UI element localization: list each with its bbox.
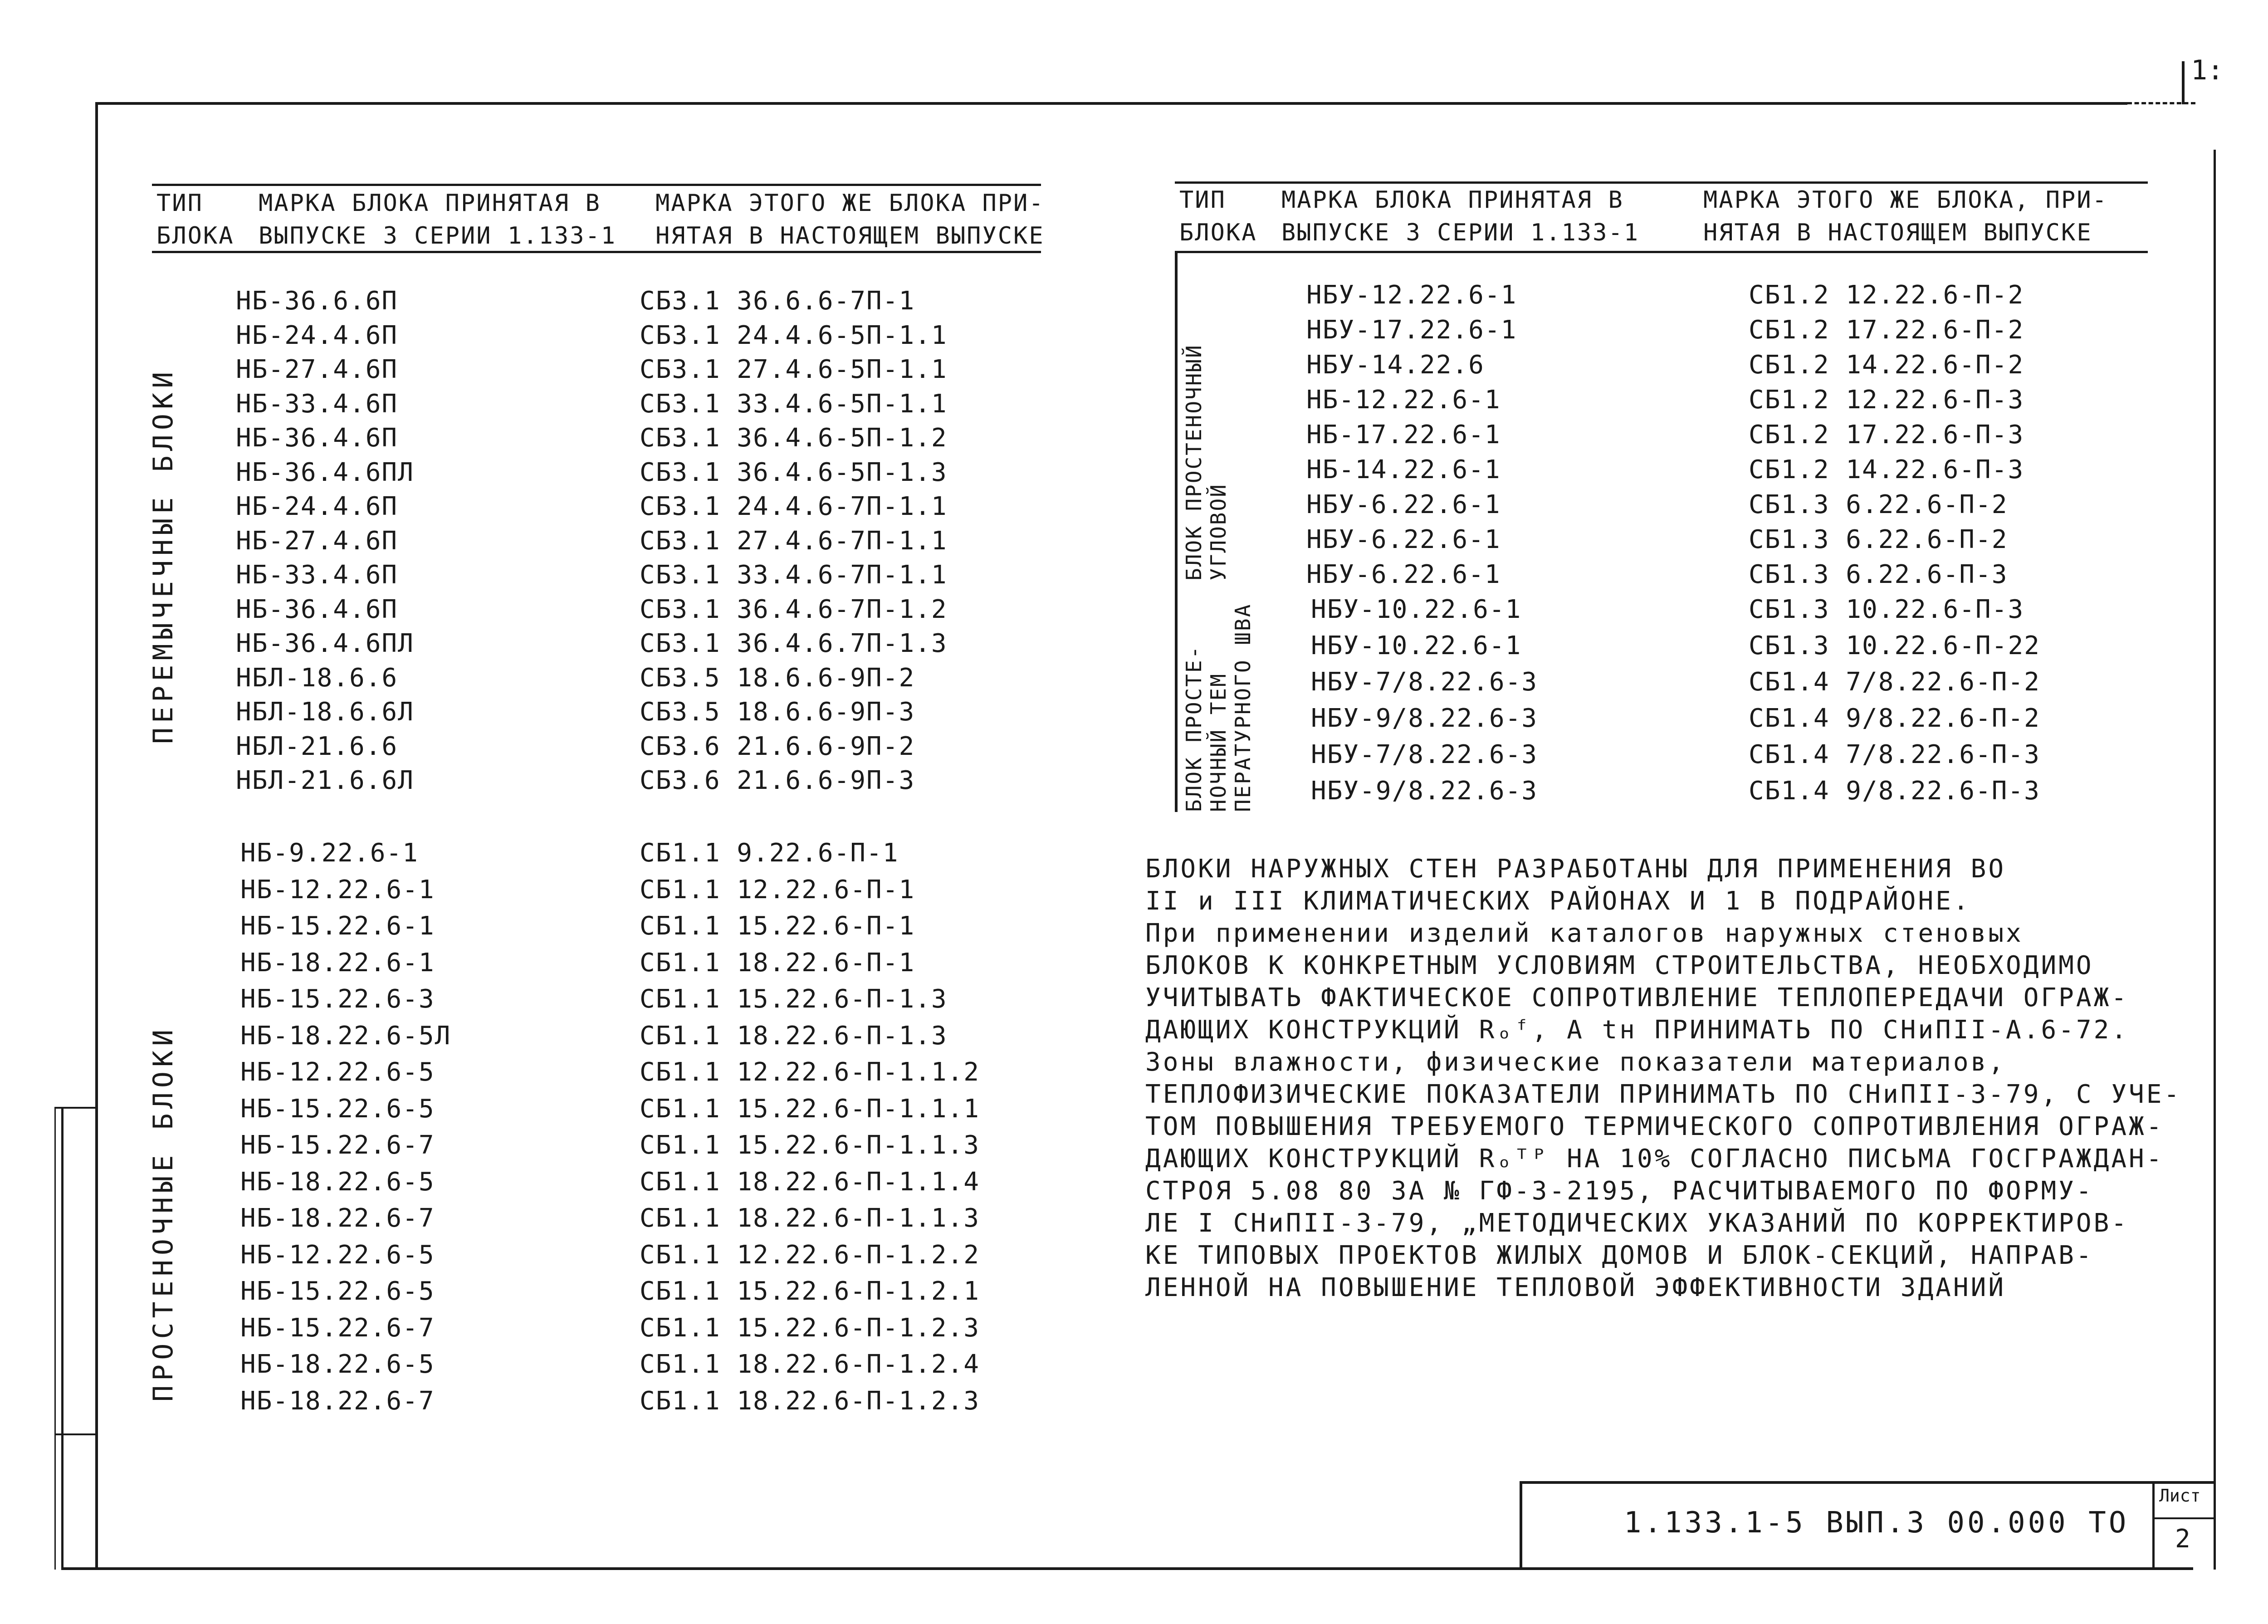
new-mark-cell: СБ3.1 27.4.6-5П-1.1 [640,355,948,384]
left-header-type: ТИП БЛОКА [156,190,235,249]
note-line: КЕ ТИПОВЫХ ПРОЕКТОВ ЖИЛЫХ ДОМОВ И БЛОК-СЕКЦИЙ, НАПРАВ- [1145,1241,2094,1270]
old-mark-cell: НБ-17.22.6-1 [1306,420,1501,450]
old-mark-cell: НБ-12.22.6-1 [1306,385,1501,415]
note-line: УЧИТЫВАТЬ ФАКТИЧЕСКОЕ СОПРОТИВЛЕНИЕ ТЕПЛОПЕРЕДАЧИ ОГРАЖ- [1145,983,2129,1013]
new-mark-cell: СБ1.1 18.22.6-П-1.2.3 [640,1386,980,1416]
new-mark-cell: СБ1.4 9/8.22.6-П-2 [1749,704,2040,733]
stamp-sheet-label: Лист [2159,1486,2201,1506]
binding-strip-mid [54,1433,95,1435]
old-mark-cell: НБ-12.22.6-5 [240,1240,435,1270]
new-mark-cell: СБ1.1 18.22.6-П-1 [640,948,915,978]
old-mark-cell: НБ-18.22.6-1 [240,948,435,978]
right-group2-label: БЛОК ПРОСТЕ- НОЧНЫЙ ТЕМ ПЕРАТУРНОГО ШВА [1182,603,1255,812]
frame-top-dashed-extension [2127,102,2195,104]
old-mark-cell: НБУ-12.22.6-1 [1306,280,1517,310]
new-mark-cell: СБ1.4 7/8.22.6-П-2 [1749,667,2040,697]
binding-strip-right [61,1107,64,1570]
new-mark-cell: СБ1.4 9/8.22.6-П-3 [1749,776,2040,806]
frame-left-border [95,102,98,1570]
old-mark-cell: НБЛ-18.6.6Л [236,697,414,727]
old-mark-cell: НБ-36.4.6П [236,423,398,453]
old-mark-cell: НБ-14.22.6-1 [1306,455,1501,484]
stamp-sheet-hline [2152,1517,2216,1519]
new-mark-cell: СБ1.1 9.22.6-П-1 [640,838,899,868]
left-group1-label: ПЕРЕМЫЧЕЧНЫЕ БЛОКИ [147,367,179,744]
old-mark-cell: НБ-15.22.6-5 [240,1094,435,1124]
old-mark-cell: НБ-18.22.6-5 [240,1167,435,1197]
old-mark-cell: НБ-12.22.6-5 [240,1057,435,1087]
note-line: II и III КЛИМАТИЧЕСКИХ РАЙОНАХ И 1 В ПОДРАЙОНЕ. [1145,886,1971,916]
new-mark-cell: СБ1.1 15.22.6-П-1.3 [640,984,948,1014]
old-mark-cell: НБУ-6.22.6-1 [1306,560,1501,589]
new-mark-cell: СБ1.1 15.22.6-П-1.2.3 [640,1313,980,1343]
old-mark-cell: НБ-27.4.6П [236,526,398,556]
new-mark-cell: СБ3.1 24.4.6-7П-1.1 [640,492,948,521]
old-mark-cell: НБУ-7/8.22.6-3 [1311,667,1538,697]
note-line: ДАЮЩИХ КОНСТРУКЦИЙ Rₒᶠ, А tн ПРИНИМАТЬ ПО СНиПII-А.6-72. [1145,1015,2129,1045]
new-mark-cell: СБ3.1 24.4.6-5П-1.1 [640,320,948,350]
new-mark-cell: СБ1.2 17.22.6-П-2 [1749,315,2024,345]
old-mark-cell: НБ-15.22.6-3 [240,984,435,1014]
old-mark-cell: НБУ-10.22.6-1 [1311,631,1522,660]
frame-top-border [95,102,2127,105]
stamp-left-border [1520,1481,1522,1570]
corner-mark-bar [2182,61,2185,104]
old-mark-cell: НБ-36.6.6П [236,286,398,316]
old-mark-cell: НБУ-6.22.6-1 [1306,490,1501,519]
new-mark-cell: СБ3.1 27.4.6-7П-1.1 [640,526,948,556]
new-mark-cell: СБ1.2 12.22.6-П-2 [1749,280,2024,310]
left-header-old-mark: МАРКА БЛОКА ПРИНЯТАЯ В ВЫПУСКЕ 3 СЕРИИ 1.133-1 [259,190,617,249]
right-header-top-rule [1175,181,2148,184]
old-mark-cell: НБУ-9/8.22.6-3 [1311,776,1538,806]
new-mark-cell: СБ1.1 18.22.6-П-1.2.4 [640,1350,980,1379]
old-mark-cell: НБ-18.22.6-7 [240,1203,435,1233]
stamp-top-border [1520,1481,2216,1484]
note-line: ТЕПЛОФИЗИЧЕСКИЕ ПОКАЗАТЕЛИ ПРИНИМАТЬ ПО СНиПII-3-79, С УЧЕ- [1145,1080,2182,1109]
new-mark-cell: СБ3.5 18.6.6-9П-3 [640,697,915,727]
new-mark-cell: СБ1.1 12.22.6-П-1 [640,875,915,905]
new-mark-cell: СБ1.3 6.22.6-П-2 [1749,525,2008,554]
old-mark-cell: НБ-18.22.6-7 [240,1386,435,1416]
stamp-sheet-number: 2 [2175,1524,2190,1554]
old-mark-cell: НБ-15.22.6-7 [240,1313,435,1343]
new-mark-cell: СБ1.3 10.22.6-П-3 [1749,595,2024,624]
old-mark-cell: НБЛ-21.6.6Л [236,766,414,795]
note-line: ДАЮЩИХ КОНСТРУКЦИЙ Rₒᵀᴾ НА 10% СОГЛАСНО ПИСЬМА ГОСГРАЖДАН- [1145,1144,2164,1174]
new-mark-cell: СБ1.2 17.22.6-П-3 [1749,420,2024,450]
new-mark-cell: СБ1.1 15.22.6-П-1.1.3 [640,1130,980,1160]
old-mark-cell: НБ-36.4.6ПЛ [236,629,414,658]
right-header-bottom-rule [1175,251,2148,253]
new-mark-cell: СБ3.1 36.4.6-5П-1.3 [640,457,948,487]
old-mark-cell: НБ-15.22.6-5 [240,1277,435,1306]
frame-bottom-border [61,1567,2193,1570]
new-mark-cell: СБ1.3 10.22.6-П-22 [1749,631,2040,660]
old-mark-cell: НБ-24.4.6П [236,492,398,521]
note-line: БЛОКИ НАРУЖНЫХ СТЕН РАЗРАБОТАНЫ ДЛЯ ПРИМЕНЕНИЯ ВО [1145,854,2006,884]
new-mark-cell: СБ1.3 6.22.6-П-2 [1749,490,2008,519]
note-line: ЛЕННОЙ НА ПОВЫШЕНИЕ ТЕПЛОВОЙ ЭФФЕКТИВНОСТИ ЗДАНИЙ [1145,1273,2006,1302]
old-mark-cell: НБЛ-21.6.6 [236,731,398,761]
old-mark-cell: НБ-24.4.6П [236,320,398,350]
binding-strip-top [54,1107,95,1109]
note-line: СТРОЯ 5.08 80 ЗА № ГФ-3-2195, РАСЧИТЫВАЕМОГО ПО ФОРМУ- [1145,1176,2094,1206]
new-mark-cell: СБ1.1 18.22.6-П-1.3 [640,1021,948,1051]
binding-strip-left [54,1107,56,1570]
right-header-new-mark: МАРКА ЭТОГО ЖЕ БЛОКА, ПРИ- НЯТАЯ В НАСТОЯЩЕМ ВЫПУСКЕ [1703,186,2108,246]
old-mark-cell: НБУ-10.22.6-1 [1311,595,1522,624]
new-mark-cell: СБ3.1 36.6.6-7П-1 [640,286,915,316]
corner-mark: 1: [2191,54,2224,86]
old-mark-cell: НБУ-17.22.6-1 [1306,315,1517,345]
old-mark-cell: НБ-15.22.6-1 [240,911,435,941]
note-line: ТОМ ПОВЫШЕНИЯ ТРЕБУЕМОГО ТЕРМИЧЕСКОГО СОПРОТИВЛЕНИЯ ОГРАЖ- [1145,1112,2164,1141]
new-mark-cell: СБ1.1 18.22.6-П-1.1.4 [640,1167,980,1197]
new-mark-cell: СБ3.6 21.6.6-9П-2 [640,731,915,761]
new-mark-cell: СБ3.1 33.4.6-7П-1.1 [640,560,948,590]
new-mark-cell: СБ3.1 36.4.6-5П-1.2 [640,423,948,453]
new-mark-cell: СБ1.2 14.22.6-П-2 [1749,350,2024,380]
new-mark-cell: СБ1.3 6.22.6-П-3 [1749,560,2008,589]
old-mark-cell: НБУ-7/8.22.6-3 [1311,740,1538,769]
stamp-designation: 1.133.1-5 ВЫП.3 00.000 ТО [1624,1506,2129,1540]
new-mark-cell: СБ1.1 12.22.6-П-1.2.2 [640,1240,980,1270]
old-mark-cell: НБ-9.22.6-1 [240,838,419,868]
left-header-bottom-rule [152,251,1041,253]
right-header-old-mark: МАРКА БЛОКА ПРИНЯТАЯ В ВЫПУСКЕ 3 СЕРИИ 1.133-1 [1281,186,1640,246]
old-mark-cell: НБЛ-18.6.6 [236,663,398,693]
right-group-divider [1175,252,1178,812]
old-mark-cell: НБУ-6.22.6-1 [1306,525,1501,554]
new-mark-cell: СБ3.1 36.4.6-7П-1.2 [640,594,948,624]
left-header-new-mark: МАРКА ЭТОГО ЖЕ БЛОКА ПРИ- НЯТАЯ В НАСТОЯЩЕМ ВЫПУСКЕ [655,190,1045,249]
new-mark-cell: СБ3.1 33.4.6-5П-1.1 [640,389,948,419]
old-mark-cell: НБ-12.22.6-1 [240,875,435,905]
new-mark-cell: СБ1.2 12.22.6-П-3 [1749,385,2024,415]
new-mark-cell: СБ3.5 18.6.6-9П-2 [640,663,915,693]
old-mark-cell: НБ-33.4.6П [236,560,398,590]
old-mark-cell: НБУ-14.22.6 [1306,350,1485,380]
new-mark-cell: СБ1.1 18.22.6-П-1.1.3 [640,1203,980,1233]
old-mark-cell: НБ-15.22.6-7 [240,1130,435,1160]
old-mark-cell: НБ-18.22.6-5Л [240,1021,451,1051]
new-mark-cell: СБ1.1 15.22.6-П-1.1.1 [640,1094,980,1124]
frame-right-border [2214,150,2216,1570]
old-mark-cell: НБ-27.4.6П [236,355,398,384]
new-mark-cell: СБ3.6 21.6.6-9П-3 [640,766,915,795]
new-mark-cell: СБ1.1 15.22.6-П-1.2.1 [640,1277,980,1306]
new-mark-cell: СБ3.1 36.4.6.7П-1.3 [640,629,948,658]
old-mark-cell: НБУ-9/8.22.6-3 [1311,704,1538,733]
note-line: БЛОКОВ К КОНКРЕТНЫМ УСЛОВИЯМ СТРОИТЕЛЬСТВА, НЕОБХОДИМО [1145,951,2094,980]
note-line: ЛЕ I СНиПII-3-79, „МЕТОДИЧЕСКИХ УКАЗАНИЙ ПО КОРРЕКТИРОВ- [1145,1208,2129,1238]
new-mark-cell: СБ1.1 15.22.6-П-1 [640,911,915,941]
old-mark-cell: НБ-18.22.6-5 [240,1350,435,1379]
right-header-type: ТИП БЛОКА [1179,186,1257,246]
old-mark-cell: НБ-33.4.6П [236,389,398,419]
stamp-sheet-divider [2152,1481,2155,1570]
old-mark-cell: НБ-36.4.6ПЛ [236,457,414,487]
new-mark-cell: СБ1.1 12.22.6-П-1.1.2 [640,1057,980,1087]
new-mark-cell: СБ1.2 14.22.6-П-3 [1749,455,2024,484]
left-group2-label: ПРОСТЕНОЧНЫЕ БЛОКИ [147,1025,179,1402]
old-mark-cell: НБ-36.4.6П [236,594,398,624]
note-line: Зоны влажности, физические показатели материалов, [1145,1047,2006,1077]
left-header-top-rule [152,184,1041,186]
right-group1-label: БЛОК ПРОСТЕНОЧНЫЙ УГЛОВОЙ [1182,344,1231,581]
note-line: При применении изделий каталогов наружных стеновых [1145,919,2024,948]
new-mark-cell: СБ1.4 7/8.22.6-П-3 [1749,740,2040,769]
